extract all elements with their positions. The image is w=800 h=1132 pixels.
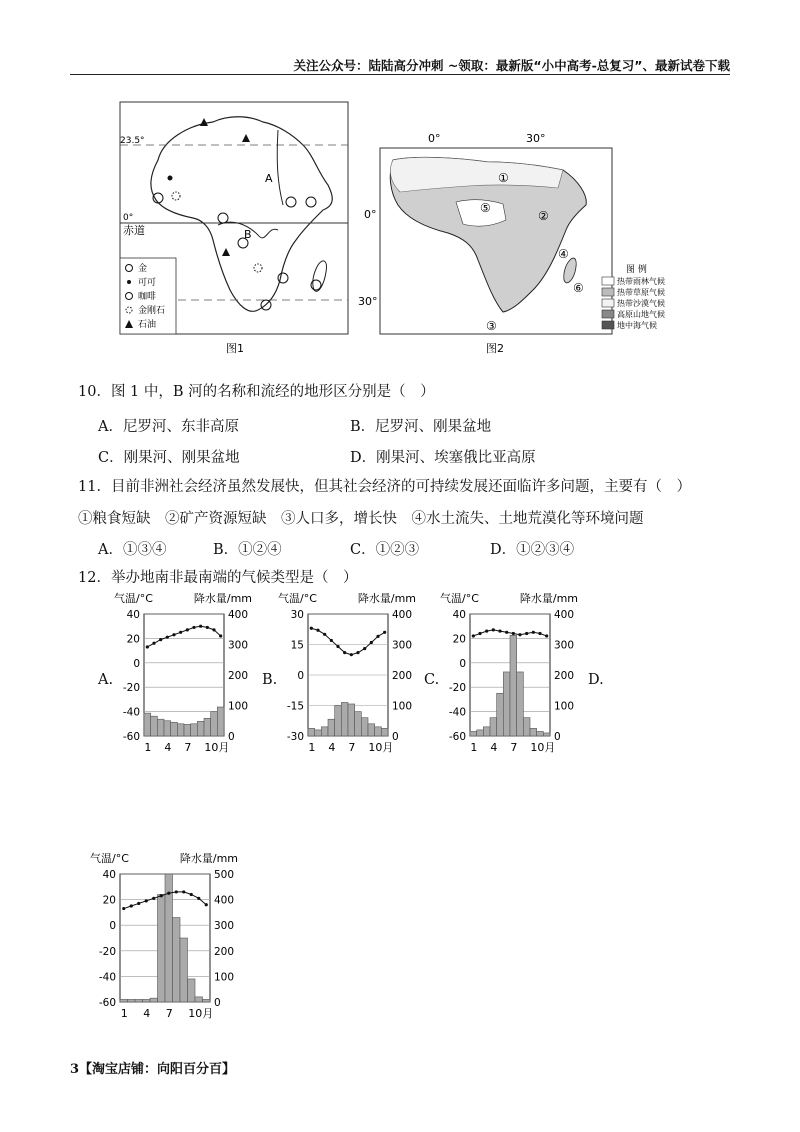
precip-bar: [355, 712, 362, 736]
chart-precip-tick: 300: [214, 920, 235, 933]
temperature-line: [473, 630, 546, 636]
legend-highland-swatch: [602, 310, 614, 318]
river-nile: [277, 130, 283, 205]
precip-bar: [143, 999, 151, 1002]
chart-ylabel-right: 降水量/mm: [179, 852, 238, 865]
temperature-point: [472, 634, 475, 637]
chart-x-tick: 4: [328, 741, 336, 754]
temperature-point: [343, 651, 346, 654]
precip-bar: [523, 718, 530, 736]
temperature-point: [175, 890, 178, 893]
legend-rainforest-swatch: [602, 277, 614, 285]
chart-x-tick: 1: [120, 1007, 128, 1020]
chart-temp-tick: 0: [297, 670, 304, 682]
madagascar-map1: [313, 261, 327, 291]
map1-legend-coffee: 咖啡: [138, 292, 157, 302]
oil-icon: [222, 248, 230, 256]
chart-ylabel-left: 气温/°C: [440, 592, 479, 605]
precip-bar: [503, 672, 510, 736]
temperature-point: [538, 632, 541, 635]
precip-bar: [328, 719, 335, 736]
chart-temp-tick: -20: [448, 682, 466, 695]
q11-option-a[interactable]: A．①③④: [98, 542, 167, 558]
chart-precip-tick: 200: [392, 670, 413, 682]
chart-temp-tick: -20: [122, 682, 140, 695]
temperature-point: [545, 634, 548, 637]
coffee-icon: [218, 213, 228, 223]
chart-precip-tick: 300: [554, 639, 575, 652]
map1-lat-label: 23.5°: [120, 136, 145, 146]
climate-chart-c: [434, 588, 584, 758]
precip-bar: [315, 730, 322, 736]
precip-bar: [128, 999, 136, 1002]
map1-legend-cocoa: 可可: [138, 278, 157, 288]
temperature-point: [130, 904, 133, 907]
map1: [120, 102, 348, 355]
temperature-point: [212, 628, 215, 631]
chart-temp-tick: -40: [122, 706, 140, 719]
temperature-point: [485, 629, 488, 632]
chart-precip-tick: 0: [228, 731, 235, 743]
chart-temp-tick: -15: [286, 700, 304, 713]
chart-temp-tick: 0: [459, 657, 466, 670]
q10-option-c[interactable]: C．刚果河、刚果盆地: [98, 450, 240, 466]
legend-desert-swatch: [602, 299, 614, 307]
climate-chart-b: [272, 588, 422, 758]
chart-x-tick: 7: [348, 741, 356, 754]
q11-option-c[interactable]: C．①②③: [350, 542, 420, 558]
map2-legend-highland: 高原山地气候: [617, 310, 665, 319]
chart-precip-tick: 0: [214, 997, 221, 1009]
temperature-point: [336, 645, 339, 648]
map2-lon30: 30°: [526, 132, 546, 145]
chart-precip-tick: 0: [554, 731, 561, 743]
precip-bar: [537, 731, 544, 736]
precip-bar: [321, 727, 328, 736]
chart-x-tick: 7: [184, 741, 192, 754]
climate-chart-a: [108, 588, 258, 758]
map1-legend-oil: 石油: [138, 320, 157, 330]
precip-bar: [543, 733, 550, 736]
precip-bar: [361, 718, 368, 736]
maps-figure: [118, 100, 728, 360]
header-divider: [70, 74, 730, 75]
chart-ylabel-right: 降水量/mm: [193, 592, 252, 605]
chart-precip-tick: 400: [214, 894, 235, 907]
temperature-point: [122, 907, 125, 910]
oil-icon: [200, 118, 208, 126]
chart-precip-tick: 500: [214, 869, 235, 881]
map2-legend-desert: 热带沙漠气候: [617, 299, 665, 308]
map1-legend-gold: 金: [138, 264, 148, 274]
diamond-icon: [254, 264, 262, 272]
temperature-point: [330, 639, 333, 642]
q11-option-d[interactable]: D．①②③④: [490, 542, 575, 558]
temperature-point: [199, 625, 202, 628]
chart-x-tick: 10月: [530, 741, 556, 754]
precip-bar: [191, 724, 198, 736]
precip-bar: [150, 998, 158, 1002]
precip-bar: [211, 712, 218, 736]
temperature-point: [350, 653, 353, 656]
map2-lon0: 0°: [428, 132, 441, 145]
temperature-point: [206, 626, 209, 629]
gold-icon: [286, 197, 296, 207]
q12-option-c[interactable]: C.: [424, 672, 440, 688]
q10-option-a[interactable]: A．尼罗河、东非高原: [98, 419, 239, 435]
temperature-point: [146, 645, 149, 648]
temperature-line: [147, 626, 220, 647]
precip-bar: [151, 716, 158, 736]
temperature-point: [532, 631, 535, 634]
precip-bar: [217, 707, 224, 736]
map1-equator-deg: 0°: [123, 213, 134, 223]
map1-label-b: B: [244, 228, 252, 241]
madagascar-map2: [564, 258, 576, 283]
chart-ylabel-left: 气温/°C: [90, 852, 129, 865]
temperature-point: [137, 902, 140, 905]
temperature-point: [186, 628, 189, 631]
chart-x-tick: 4: [143, 1007, 151, 1020]
chart-x-tick: 1: [144, 741, 152, 754]
q12-stem: 12．举办地南非最南端的气候类型是（ ）: [78, 570, 358, 586]
chart-precip-tick: 0: [392, 731, 399, 743]
chart-temp-tick: 40: [102, 869, 116, 881]
chart-precip-tick: 400: [392, 609, 413, 621]
q11-option-b[interactable]: B．①②④: [213, 542, 282, 558]
chart-precip-tick: 400: [228, 609, 249, 621]
gold-icon: [278, 273, 288, 283]
chart-ylabel-right: 降水量/mm: [357, 592, 416, 605]
map2-lat30: 30°: [358, 295, 378, 308]
precip-bar: [173, 918, 181, 1002]
map2: [358, 132, 665, 355]
map2-marker-1: ①: [498, 171, 509, 185]
temperature-point: [316, 629, 319, 632]
temperature-point: [512, 632, 515, 635]
q10-option-d[interactable]: D．刚果河、埃塞俄比亚高原: [350, 450, 536, 466]
diamond-icon: [172, 192, 180, 200]
temperature-point: [492, 628, 495, 631]
chart-x-tick: 4: [164, 741, 172, 754]
precip-bar: [335, 706, 342, 737]
precip-bar: [477, 730, 484, 736]
temperature-point: [152, 897, 155, 900]
temperature-point: [363, 647, 366, 650]
temperature-point: [370, 641, 373, 644]
precip-bar: [510, 635, 517, 736]
chart-temp-tick: 20: [102, 894, 116, 907]
precip-bar: [164, 721, 171, 736]
precip-bar: [368, 724, 375, 736]
chart-x-tick: 10月: [368, 741, 394, 754]
map2-marker-5: ⑤: [480, 201, 491, 215]
chart-temp-tick: -40: [448, 706, 466, 719]
chart-temp-tick: 0: [109, 920, 116, 933]
chart-x-tick: 10月: [188, 1007, 214, 1020]
precip-bar: [204, 718, 211, 736]
precip-bar: [203, 999, 211, 1002]
temperature-point: [160, 894, 163, 897]
chart-x-tick: 1: [308, 741, 316, 754]
map1-legend-diamond: 金刚石: [138, 306, 166, 316]
temperature-point: [179, 631, 182, 634]
precip-bar: [188, 979, 196, 1002]
chart-precip-tick: 200: [214, 945, 235, 958]
precip-bar: [483, 727, 490, 736]
temperature-point: [219, 634, 222, 637]
chart-temp-tick: -20: [98, 945, 116, 958]
q11-items: ①粮食短缺 ②矿产资源短缺 ③人口多，增长快 ④水土流失、土地荒漠化等环境问题: [78, 511, 644, 527]
precip-bar: [120, 999, 128, 1002]
legend-mediterranean-swatch: [602, 321, 614, 329]
precip-bar: [470, 731, 477, 736]
precip-bar: [490, 718, 497, 736]
africa-outline-map1: [151, 117, 332, 312]
temperature-point: [323, 633, 326, 636]
temperature-point: [182, 890, 185, 893]
map2-lat0: 0°: [364, 208, 377, 221]
chart-temp-tick: 40: [126, 609, 140, 621]
map2-marker-4: ④: [558, 247, 569, 261]
precip-bar: [197, 721, 204, 736]
temperature-point: [518, 633, 521, 636]
precip-bar: [517, 672, 524, 736]
temperature-point: [197, 897, 200, 900]
chart-x-tick: 4: [490, 741, 498, 754]
chart-precip-tick: 300: [392, 639, 413, 652]
precip-bar: [157, 719, 164, 736]
chart-temp-tick: 20: [452, 633, 466, 646]
q11-stem: 11．目前非洲社会经济虽然发展快，但其社会经济的可持续发展还面临许多问题，主要有（ ）: [78, 479, 691, 495]
temperature-point: [498, 629, 501, 632]
chart-x-tick: 1: [470, 741, 478, 754]
oil-icon: [242, 134, 250, 142]
map2-marker-3: ③: [486, 319, 497, 333]
cocoa-icon: [168, 176, 173, 181]
temperature-point: [356, 651, 359, 654]
temperature-point: [172, 633, 175, 636]
temperature-point: [167, 892, 170, 895]
q12-option-b[interactable]: B.: [262, 672, 278, 688]
temperature-point: [525, 632, 528, 635]
temperature-point: [205, 903, 208, 906]
legend-savanna-swatch: [602, 288, 614, 296]
climate-chart-d: [84, 848, 244, 1024]
chart-temp-tick: -40: [98, 971, 116, 984]
chart-precip-tick: 100: [392, 700, 413, 713]
chart-temp-tick: 20: [126, 633, 140, 646]
chart-ylabel-left: 气温/°C: [114, 592, 153, 605]
chart-precip-tick: 100: [214, 971, 235, 984]
precip-bar: [158, 894, 166, 1002]
temperature-point: [310, 627, 313, 630]
map1-caption: 图1: [226, 342, 244, 355]
chart-temp-tick: 0: [133, 657, 140, 670]
coffee-icon: [306, 197, 316, 207]
temperature-point: [166, 636, 169, 639]
precip-bar: [135, 999, 143, 1002]
precip-bar: [171, 722, 178, 736]
temperature-point: [145, 899, 148, 902]
map2-legend-title: 图 例: [626, 265, 647, 275]
chart-ylabel-right: 降水量/mm: [519, 592, 578, 605]
precip-bar: [144, 713, 151, 736]
map2-legend-mediterranean: 地中海气候: [617, 321, 657, 330]
q10-option-b[interactable]: B．尼罗河、刚果盆地: [350, 419, 492, 435]
map2-legend-savanna: 热带草原气候: [617, 288, 665, 297]
map1-label-a: A: [265, 172, 273, 185]
temperature-point: [383, 631, 386, 634]
chart-ylabel-left: 气温/°C: [278, 592, 317, 605]
q10-stem: 10．图 1 中，B 河的名称和流经的地形区分别是（ ）: [78, 384, 435, 400]
map2-legend-rainforest: 热带雨林气候: [617, 277, 665, 286]
precip-bar: [177, 724, 184, 736]
chart-temp-tick: 15: [290, 639, 304, 652]
chart-precip-tick: 100: [554, 700, 575, 713]
chart-precip-tick: 400: [554, 609, 575, 621]
precip-bar: [195, 997, 203, 1002]
temperature-point: [159, 638, 162, 641]
precip-bar: [348, 704, 355, 736]
temperature-line: [311, 628, 384, 654]
chart-temp-tick: -60: [448, 731, 466, 743]
temperature-point: [505, 631, 508, 634]
precip-bar: [308, 728, 315, 736]
precip-bar: [180, 938, 188, 1002]
precip-bar: [184, 724, 191, 736]
temperature-point: [478, 632, 481, 635]
chart-precip-tick: 200: [554, 670, 575, 682]
chart-x-tick: 7: [510, 741, 518, 754]
chart-precip-tick: 200: [228, 670, 249, 682]
chart-temp-tick: -60: [98, 997, 116, 1009]
page-footer: 3【淘宝店铺：向阳百分百】: [70, 1062, 236, 1077]
temperature-point: [192, 626, 195, 629]
precip-bar: [375, 727, 382, 736]
map2-marker-2: ②: [538, 209, 549, 223]
map1-equator-name: 赤道: [123, 224, 145, 237]
legend-cocoa-icon: [127, 280, 131, 284]
chart-temp-tick: 40: [452, 609, 466, 621]
page-header: 关注公众号：陆陆高分冲刺 ~领取：最新版“小中高考-总复习”、最新试卷下载: [293, 58, 730, 73]
chart-temp-tick: 30: [290, 609, 304, 621]
chart-temp-tick: -60: [122, 731, 140, 743]
chart-temp-tick: -30: [286, 731, 304, 743]
map2-marker-6: ⑥: [573, 281, 584, 295]
temperature-point: [152, 642, 155, 645]
q12-option-a[interactable]: A.: [98, 672, 114, 688]
chart-x-tick: 10月: [204, 741, 230, 754]
map2-caption: 图2: [486, 342, 504, 355]
precip-bar: [341, 702, 348, 736]
q12-option-d[interactable]: D.: [588, 672, 604, 688]
chart-precip-tick: 100: [228, 700, 249, 713]
temperature-point: [376, 635, 379, 638]
temperature-point: [190, 893, 193, 896]
precip-bar: [497, 693, 504, 736]
chart-x-tick: 7: [165, 1007, 173, 1020]
precip-bar: [530, 728, 537, 736]
chart-precip-tick: 300: [228, 639, 249, 652]
precip-bar: [381, 728, 388, 736]
